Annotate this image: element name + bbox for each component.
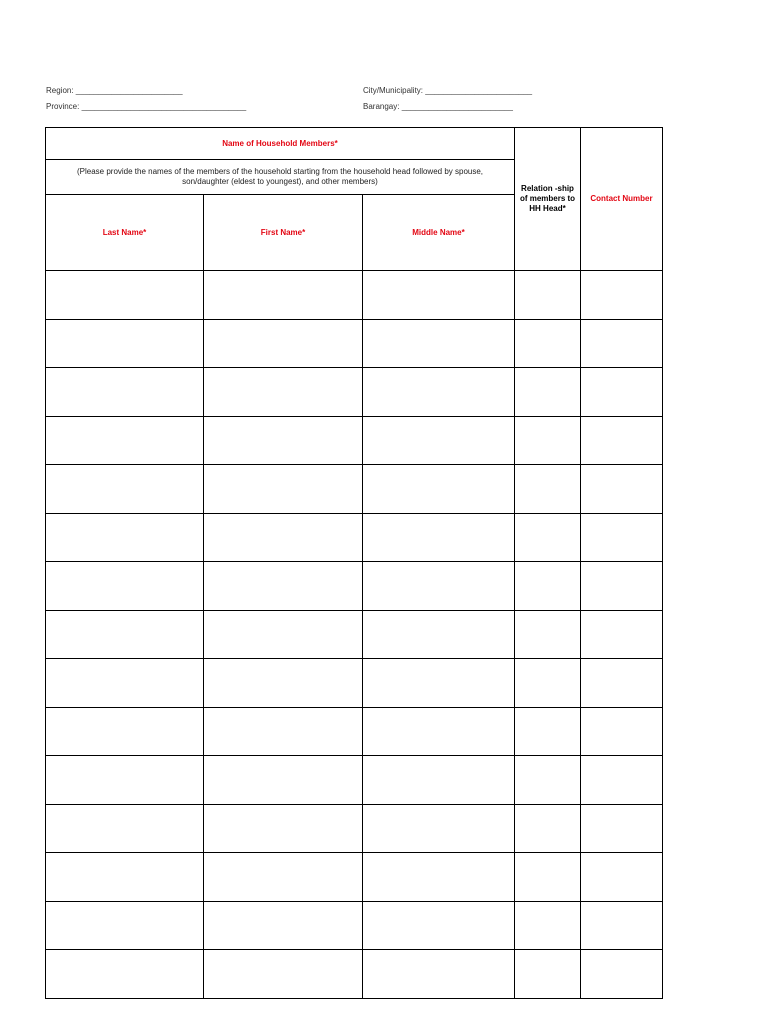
first-name-cell[interactable]	[204, 950, 363, 999]
last-name-cell[interactable]	[46, 465, 204, 514]
middle-name-cell[interactable]	[363, 610, 515, 659]
relationship-cell[interactable]	[515, 319, 581, 368]
contact-number-cell[interactable]	[581, 465, 663, 514]
last-name-cell[interactable]	[46, 416, 204, 465]
relationship-cell[interactable]	[515, 610, 581, 659]
middle-name-cell[interactable]	[363, 513, 515, 562]
table-row	[46, 901, 663, 950]
first-name-cell[interactable]	[204, 368, 363, 417]
table-row	[46, 804, 663, 853]
middle-name-cell[interactable]	[363, 659, 515, 708]
middle-name-cell[interactable]	[363, 562, 515, 611]
first-name-cell[interactable]	[204, 562, 363, 611]
table-row	[46, 659, 663, 708]
relationship-cell[interactable]	[515, 950, 581, 999]
relationship-cell[interactable]	[515, 853, 581, 902]
relationship-cell[interactable]	[515, 513, 581, 562]
table-row	[46, 756, 663, 805]
last-name-cell[interactable]	[46, 513, 204, 562]
table-row	[46, 707, 663, 756]
table-row	[46, 416, 663, 465]
contact-number-cell[interactable]	[581, 610, 663, 659]
contact-number-cell[interactable]	[581, 707, 663, 756]
first-name-cell[interactable]	[204, 707, 363, 756]
contact-number-cell[interactable]	[581, 368, 663, 417]
province-field[interactable]: Province: _____________________________________	[46, 102, 247, 111]
last-name-header: Last Name*	[46, 195, 204, 271]
last-name-cell[interactable]	[46, 659, 204, 708]
last-name-cell[interactable]	[46, 562, 204, 611]
contact-number-cell[interactable]	[581, 416, 663, 465]
table-row	[46, 950, 663, 999]
contact-number-cell[interactable]	[581, 562, 663, 611]
table-row	[46, 562, 663, 611]
first-name-cell[interactable]	[204, 853, 363, 902]
contact-number-header: Contact Number	[581, 128, 663, 271]
table-row	[46, 853, 663, 902]
contact-number-cell[interactable]	[581, 756, 663, 805]
first-name-cell[interactable]	[204, 901, 363, 950]
table-row	[46, 319, 663, 368]
household-members-table	[45, 127, 663, 999]
barangay-field[interactable]: Barangay: _________________________	[363, 102, 513, 111]
middle-name-cell[interactable]	[363, 465, 515, 514]
last-name-cell[interactable]	[46, 756, 204, 805]
relationship-cell[interactable]	[515, 416, 581, 465]
contact-number-cell[interactable]	[581, 804, 663, 853]
instruction-text: (Please provide the names of the members of the household starting from the household head followed by spouse, son/daughter (eldest to youngest), and other members)	[46, 160, 515, 195]
relationship-cell[interactable]	[515, 901, 581, 950]
last-name-cell[interactable]	[46, 804, 204, 853]
middle-name-cell[interactable]	[363, 416, 515, 465]
middle-name-cell[interactable]	[363, 368, 515, 417]
contact-number-cell[interactable]	[581, 950, 663, 999]
first-name-cell[interactable]	[204, 659, 363, 708]
relationship-header: Relation -ship of members to HH Head*	[515, 128, 581, 271]
last-name-cell[interactable]	[46, 271, 204, 320]
first-name-cell[interactable]	[204, 271, 363, 320]
first-name-cell[interactable]	[204, 319, 363, 368]
first-name-cell[interactable]	[204, 756, 363, 805]
contact-number-cell[interactable]	[581, 271, 663, 320]
last-name-cell[interactable]	[46, 901, 204, 950]
table-row	[46, 368, 663, 417]
middle-name-cell[interactable]	[363, 901, 515, 950]
relationship-cell[interactable]	[515, 804, 581, 853]
household-members-title: Name of Household Members*	[46, 128, 515, 160]
middle-name-cell[interactable]	[363, 707, 515, 756]
contact-number-cell[interactable]	[581, 319, 663, 368]
table-row	[46, 465, 663, 514]
relationship-cell[interactable]	[515, 271, 581, 320]
first-name-cell[interactable]	[204, 465, 363, 514]
last-name-cell[interactable]	[46, 950, 204, 999]
table-row	[46, 513, 663, 562]
middle-name-cell[interactable]	[363, 804, 515, 853]
middle-name-cell[interactable]	[363, 271, 515, 320]
relationship-cell[interactable]	[515, 465, 581, 514]
table-title-row	[46, 128, 663, 160]
first-name-header: First Name*	[204, 195, 363, 271]
table-row	[46, 610, 663, 659]
last-name-cell[interactable]	[46, 707, 204, 756]
last-name-cell[interactable]	[46, 853, 204, 902]
table-row	[46, 271, 663, 320]
first-name-cell[interactable]	[204, 804, 363, 853]
relationship-cell[interactable]	[515, 368, 581, 417]
region-field[interactable]: Region: ________________________	[46, 86, 183, 95]
middle-name-cell[interactable]	[363, 756, 515, 805]
middle-name-cell[interactable]	[363, 950, 515, 999]
last-name-cell[interactable]	[46, 368, 204, 417]
contact-number-cell[interactable]	[581, 901, 663, 950]
first-name-cell[interactable]	[204, 513, 363, 562]
relationship-cell[interactable]	[515, 707, 581, 756]
contact-number-cell[interactable]	[581, 659, 663, 708]
first-name-cell[interactable]	[204, 610, 363, 659]
contact-number-cell[interactable]	[581, 513, 663, 562]
relationship-cell[interactable]	[515, 562, 581, 611]
city-municipality-field[interactable]: City/Municipality: ________________________	[363, 86, 533, 95]
relationship-cell[interactable]	[515, 659, 581, 708]
last-name-cell[interactable]	[46, 610, 204, 659]
contact-number-cell[interactable]	[581, 853, 663, 902]
middle-name-header: Middle Name*	[363, 195, 515, 271]
first-name-cell[interactable]	[204, 416, 363, 465]
middle-name-cell[interactable]	[363, 319, 515, 368]
middle-name-cell[interactable]	[363, 853, 515, 902]
relationship-cell[interactable]	[515, 756, 581, 805]
last-name-cell[interactable]	[46, 319, 204, 368]
